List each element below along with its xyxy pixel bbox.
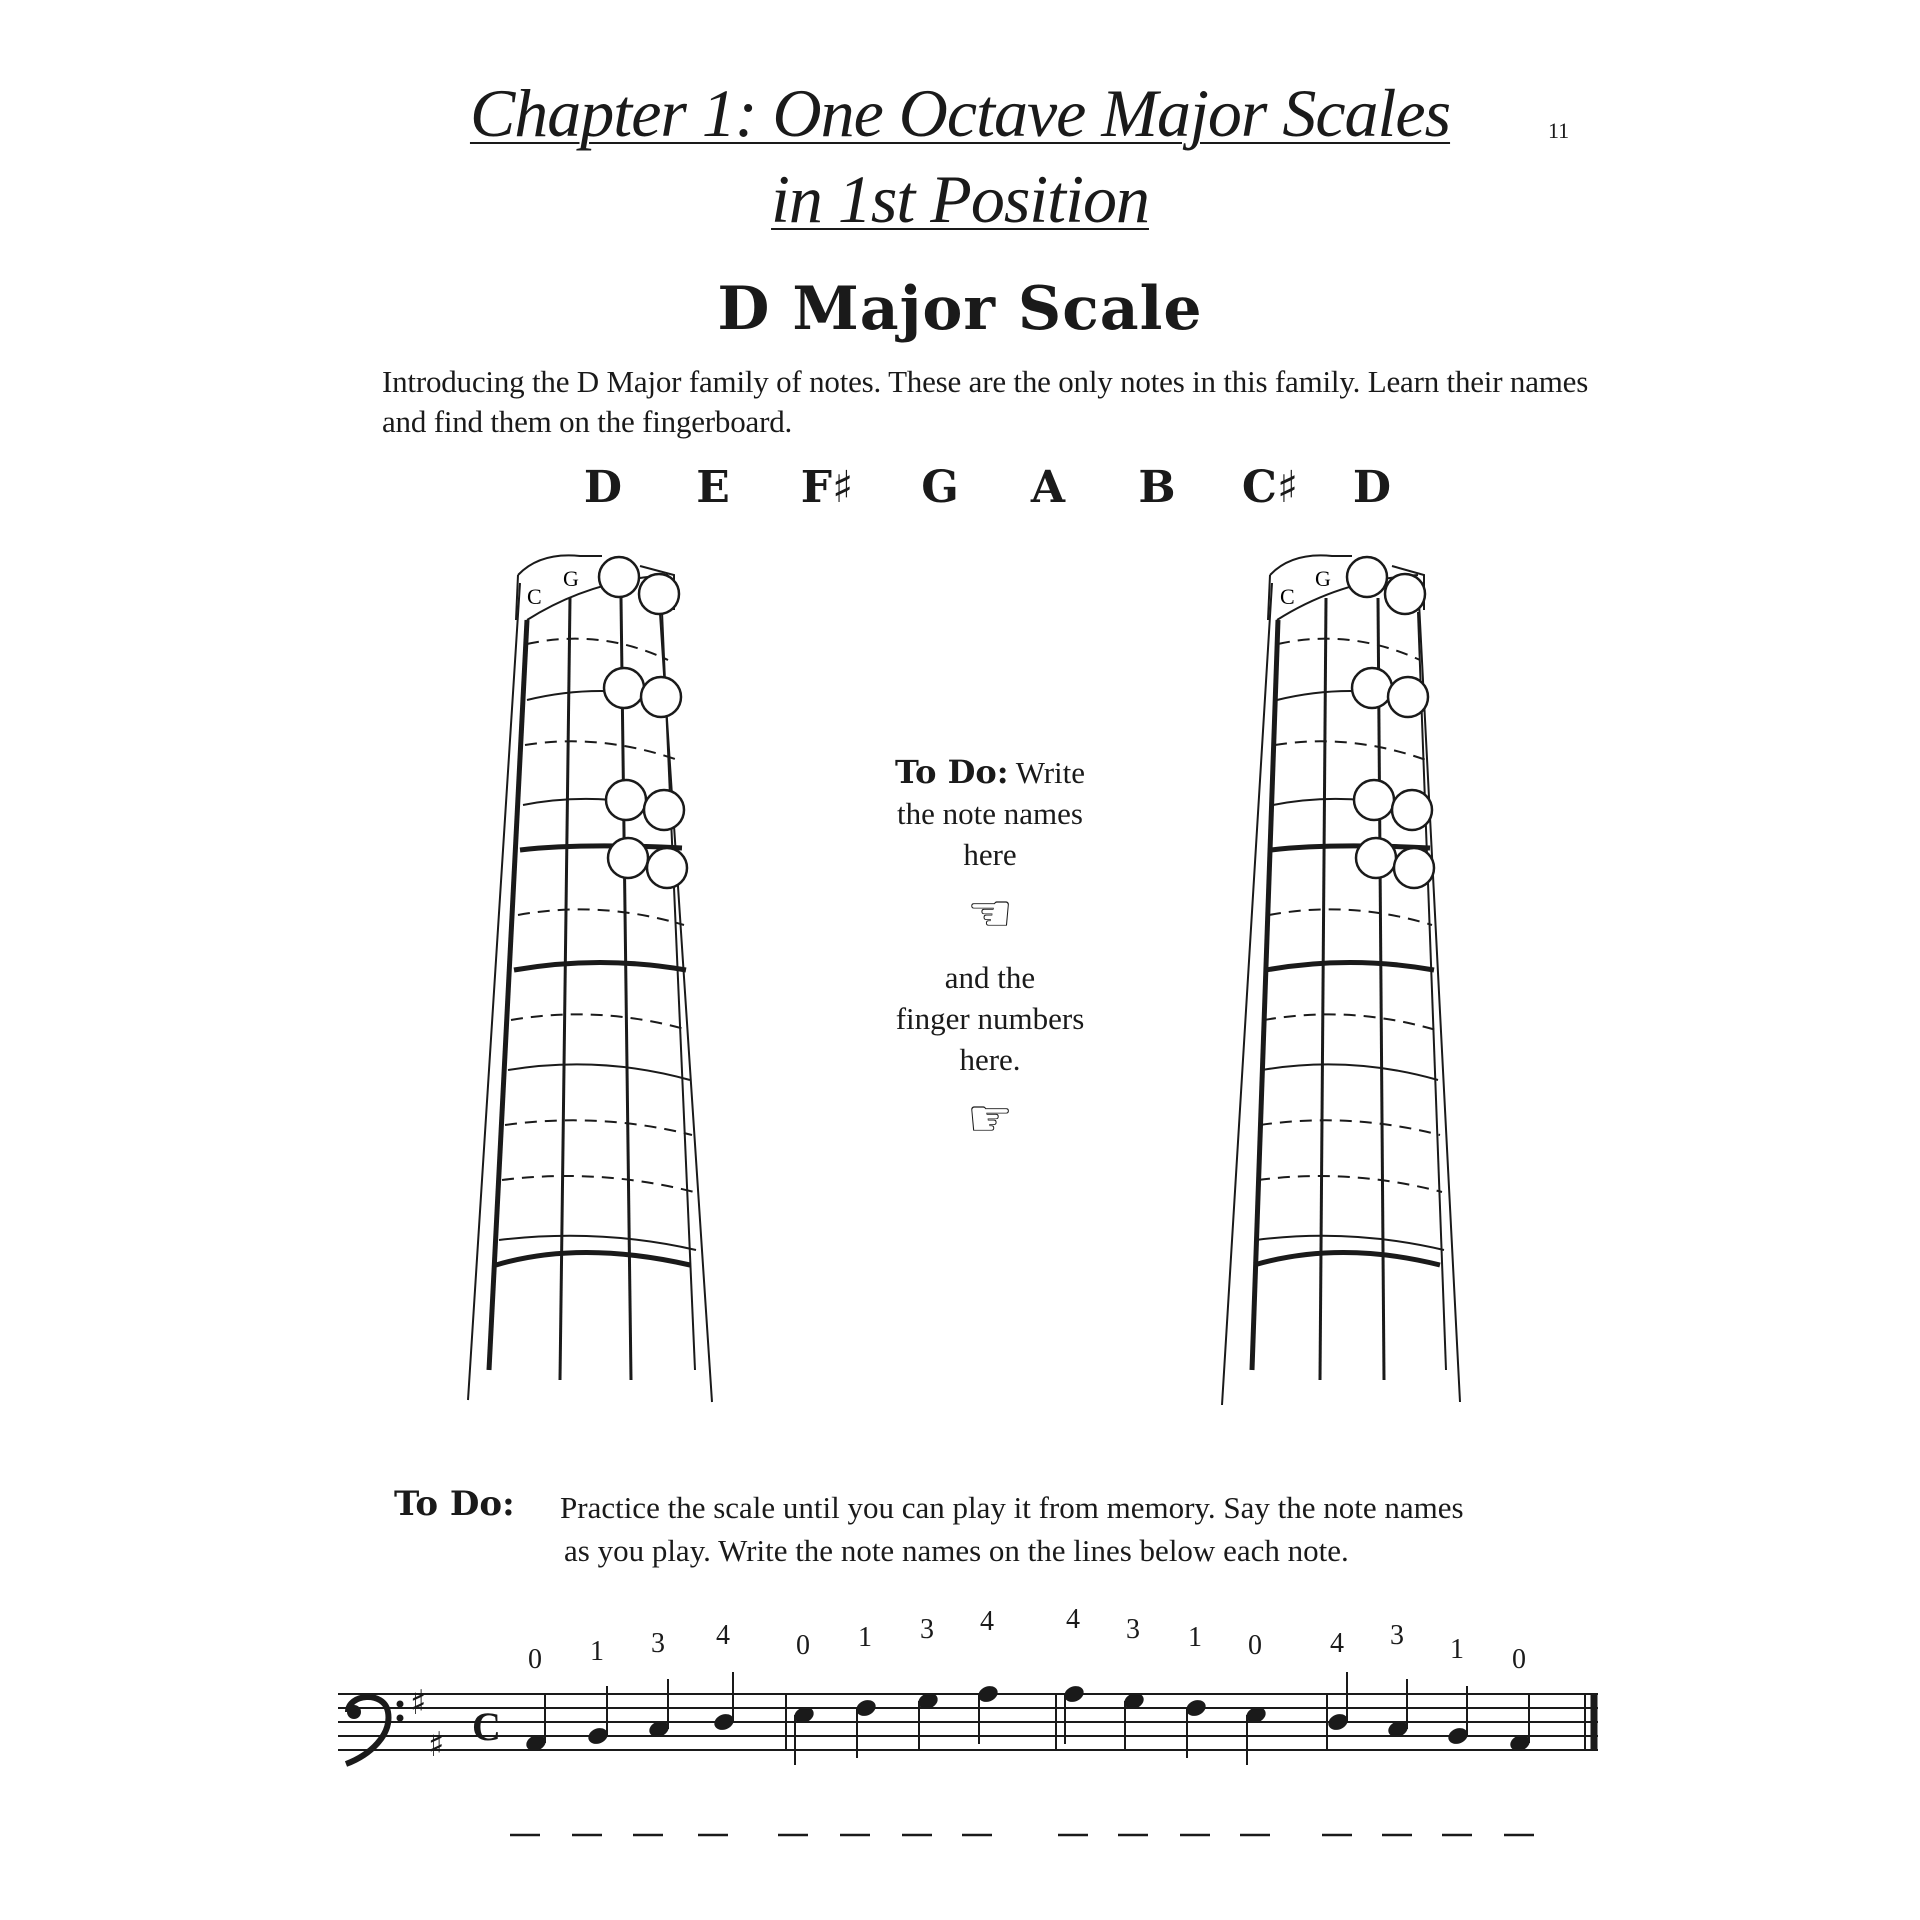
string-label-g-left: G — [563, 566, 579, 591]
finger-number: 0 — [796, 1630, 810, 1661]
note-letter: C♯ — [1241, 462, 1299, 513]
string-label-c-right: C — [1280, 584, 1295, 609]
chapter-title-line1: Chapter 1: One Octave Major Scales — [469, 75, 1451, 151]
key-signature-sharps — [410, 1683, 444, 1765]
todo-text: Write — [1015, 755, 1086, 790]
finger-number: 0 — [1248, 1630, 1262, 1661]
staff-notes — [524, 1672, 1532, 1765]
finger-number: 1 — [858, 1622, 872, 1653]
todo-text: here. — [959, 1042, 1021, 1077]
todo-bottom-line1: Practice the scale until you can play it from memory. Say the note names — [560, 1490, 1464, 1525]
svg-text:♯: ♯ — [428, 1725, 445, 1765]
pointing-hand-right-icon: ☞ — [966, 1091, 1014, 1148]
finger-numbers — [528, 1604, 1526, 1675]
finger-number: 1 — [1188, 1622, 1202, 1653]
chapter-title-line2: in 1st Position — [771, 161, 1149, 237]
pointing-hand-left-icon: ☜ — [966, 886, 1014, 943]
note-letter: E — [696, 462, 730, 513]
string-label-c-left: C — [527, 584, 542, 609]
todo-text: finger numbers — [895, 1001, 1085, 1036]
scale-title: D Major Scale — [717, 274, 1203, 344]
todo-text: here — [963, 837, 1017, 872]
finger-number: 4 — [1066, 1604, 1080, 1635]
note-letter: G — [921, 462, 959, 513]
note-letter: A — [1030, 462, 1066, 513]
finger-number: 3 — [651, 1628, 665, 1659]
todo-bottom-line2: as you play. Write the note names on the lines below each note. — [564, 1533, 1349, 1568]
finger-number: 1 — [1450, 1634, 1464, 1665]
todo-text: the note names — [897, 796, 1083, 831]
note-letter: D — [1352, 462, 1392, 513]
note-letter: D — [583, 462, 623, 513]
page-number: 11 — [1548, 118, 1570, 143]
todo-lead: To Do: — [894, 753, 1009, 791]
string-label-g-right: G — [1315, 566, 1331, 591]
note-letter: F♯ — [800, 462, 854, 513]
finger-number: 4 — [716, 1620, 730, 1651]
finger-number: 3 — [1390, 1620, 1404, 1651]
todo-text: and the — [944, 960, 1036, 995]
time-signature: C — [472, 1704, 501, 1749]
finger-number: 1 — [590, 1636, 604, 1667]
note-letter: B — [1138, 462, 1176, 513]
finger-number: 3 — [920, 1614, 934, 1645]
intro-paragraph: Introducing the D Major family of notes. These are the only notes in this family. Learn their names and find them on the fingerboard. — [382, 364, 1589, 439]
todo-bottom-lead: To Do: — [394, 1484, 515, 1524]
svg-text:♯: ♯ — [410, 1683, 427, 1723]
finger-number: 0 — [1512, 1644, 1526, 1675]
finger-number: 0 — [528, 1644, 542, 1675]
finger-number: 4 — [980, 1606, 994, 1637]
finger-number: 3 — [1126, 1614, 1140, 1645]
finger-number: 4 — [1330, 1628, 1344, 1659]
